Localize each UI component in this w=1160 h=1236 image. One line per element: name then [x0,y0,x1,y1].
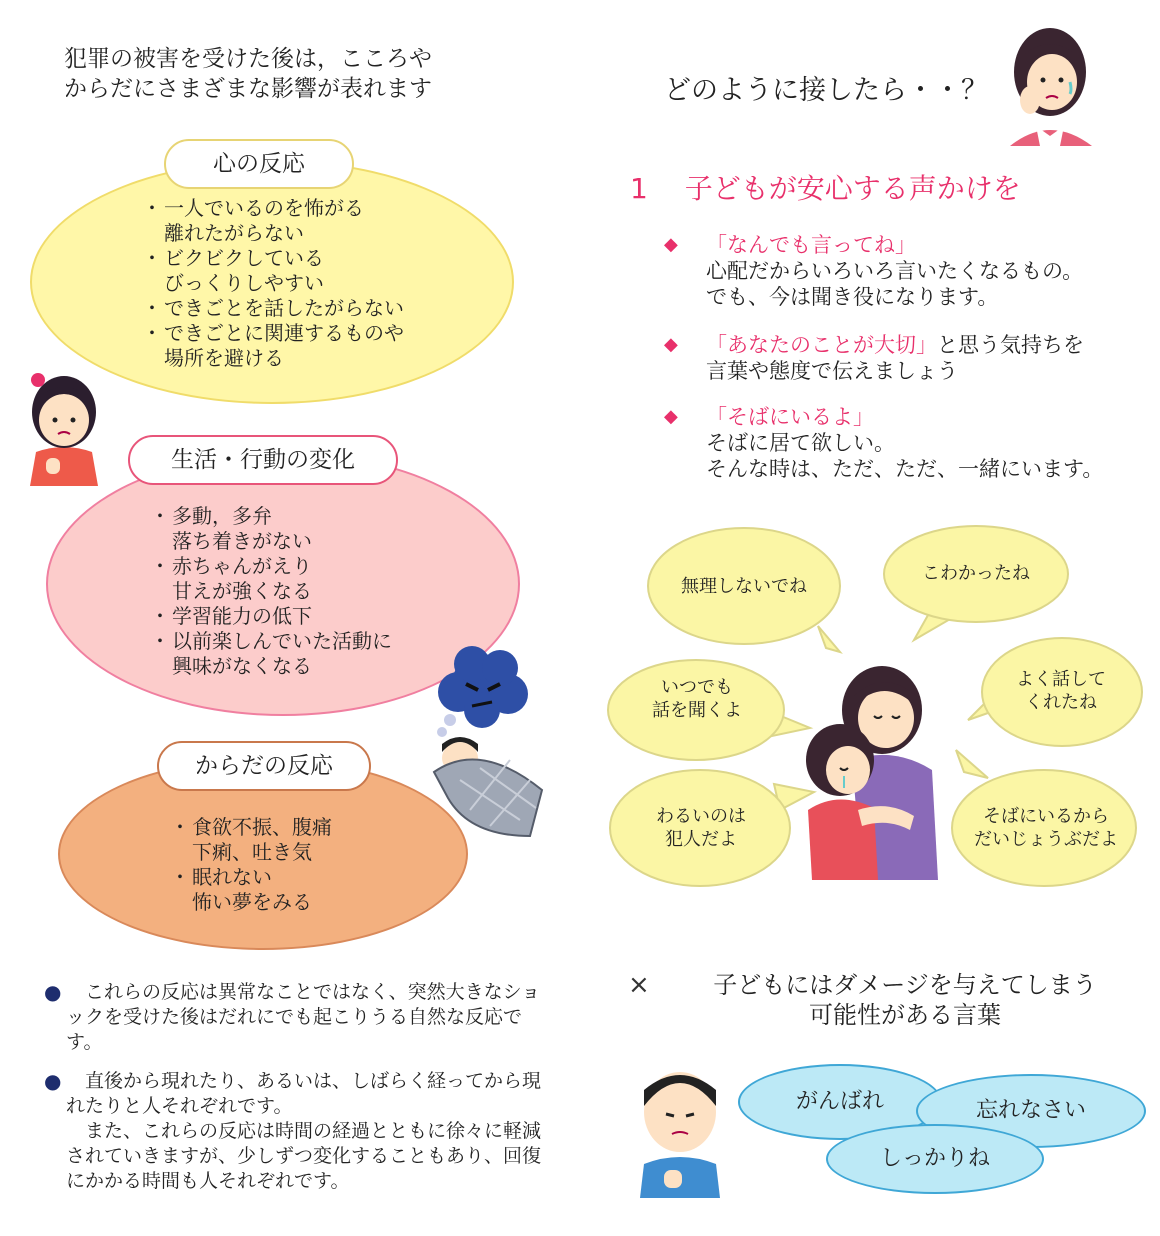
list-item: ・ ビクビクしている びっくりしやすい [142,246,324,295]
body-reaction-list [170,815,430,915]
bad-word-bubble: しっかりね [826,1124,1044,1194]
tip-item: ◆ 「そばにいるよ」 そばに居て欲しい。 そんな時は、ただ、ただ、一緒にいます。 [664,405,1104,481]
question-heading: どのように接したら・・？ [664,75,988,106]
speech-bubble: よく話して くれたね [1016,669,1106,713]
speech-bubble: そばにいるから だいじょうぶだよ [974,806,1118,850]
list-item: ・ 赤ちゃんがえり 甘えが強くなる [150,554,312,603]
diamond-bullet-icon: ◆ [664,234,678,255]
note-item: ● 直後から現れたり、あるいは、しばらく経ってから現れたりと人それぞれです。 また、これらの反応は時間の経過とともに徐々に軽減されていきますが、少しずつ変化することもあり、回復にかかる時間も人それぞれです。 [44,1069,542,1192]
notes [44,980,544,1208]
intro-text: 犯罪の被害を受けた後は，こころや からだにさまざまな影響が表れます [64,46,432,102]
bullet-dot-icon: ● [44,1069,62,1093]
speech-bubble: こわかったね [922,563,1030,584]
bad-word-bubble: がんばれ [738,1064,942,1140]
speech-bubble: わるいのは 犯人だよ [656,806,746,850]
life-change-title: 生活・行動の変化 [128,435,398,485]
warning-heading: 子どもにはダメージを与えてしまう 可能性がある言葉 [713,971,1097,1029]
list-item: ・ 食欲不振、腹痛 下痢、吐き気 [170,815,332,864]
list-item: ・ 学習能力の低下 [150,604,312,628]
tip-item: ◆ 「なんでも言ってね」 心配だからいろいろ言いたくなるもの。 でも、今は聞き役になります。 [664,233,1084,309]
mother-hugging-child-icon [798,660,946,880]
sad-boy-icon [630,1054,730,1198]
diamond-bullet-icon: ◆ [664,406,678,427]
list-item: ・ できごとに関連するものや 場所を避ける [142,321,404,370]
body-reaction-title: からだの反応 [157,741,371,791]
worried-woman-icon [1000,22,1100,146]
mind-reaction-list [142,196,462,371]
speech-bubble: 無理しないでね [681,576,807,597]
speech-bubble: いつでも 話を聞くよ [652,677,742,721]
list-item: ・ 以前楽しんでいた活動に 興味がなくなる [150,629,392,678]
bullet-dot-icon: ● [44,980,62,1004]
section-heading-1: 1 子どもが安心する声かけを [630,172,1021,205]
x-mark-icon: × [628,970,650,1000]
list-item: ・ できごとを話したがらない [142,296,404,320]
note-item: ● これらの反応は異常なことではなく、突然大きなショックを受けた後はだれにでも起こりうる自然な反応です。 [44,980,541,1053]
mind-reaction-title: 心の反応 [164,139,354,189]
tip-item: ◆ 「あなたのことが大切」と思う気持ちを 言葉や態度で伝えましょう [664,333,1084,383]
diamond-bullet-icon: ◆ [664,334,678,355]
list-item: ・ 一人でいるのを怖がる 離れたがらない [142,196,364,245]
list-item: ・ 多動，多弁 落ち着きがない [150,504,312,553]
list-item: ・ 眠れない 怖い夢をみる [170,865,312,914]
worried-girl-icon [18,362,110,486]
bad-word-bubble: 忘れなさい [916,1074,1146,1148]
